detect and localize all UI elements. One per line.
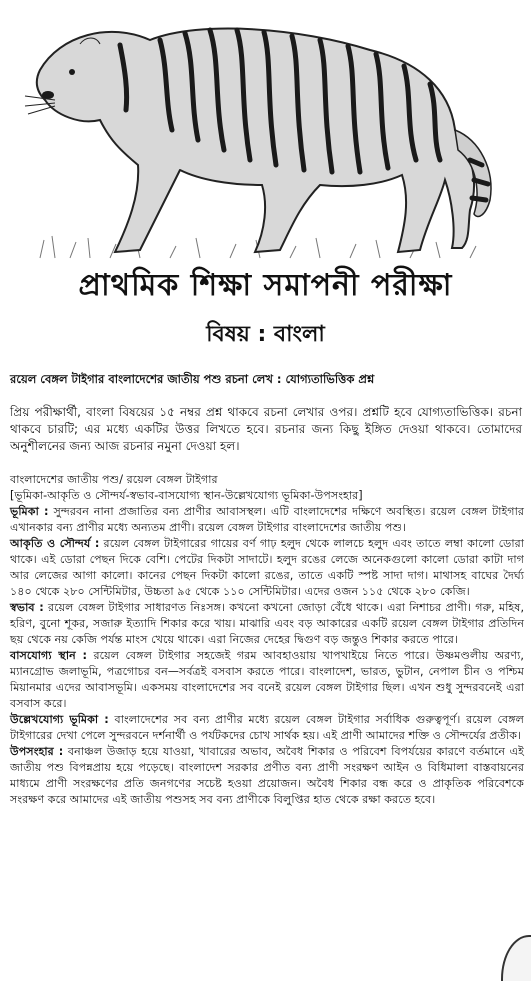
paragraph-label: আকৃতি ও সৌন্দর্য :	[10, 537, 100, 550]
paragraph-text: বাংলাদেশের সব বন্য প্রাণীর মধ্যে রয়েল বেঙ্গল টাইগার সর্বাধিক গুরুত্বপূর্ণ। রয়েল বেঙ্গল টাইগারের দেখা পেলে সুন্দরবনে দর্শনার্থী ও পর্যটকদের চোখ সার্থক হয়। এই প্রাণী আমাদের শক্তি ও সৌন্দর্যের প্রতীক।	[10, 713, 525, 742]
paragraph-nature	[10, 600, 524, 648]
paragraph-habitat	[10, 648, 524, 712]
corner-stamp-icon	[501, 935, 531, 981]
paragraph-text: রয়েল বেঙ্গল টাইগার সহজেই গরম আবহাওয়ায় খাপখাইয়ে নিতে পারে। উষ্ণমণ্ডলীয় অরণ্য, ম্যানগ্রোভ জলাভূমি, পত্রগোচর বন—সর্বত্রই বসবাস করতে পারে। বাংলাদেশ, ভারত, ভুটান, নেপাল চীন ও পশ্চিম মিয়ানমার এদের আবাসভূমি। একসময় বাংলাদেশের সব বনেই রয়েল বেঙ্গল টাইগার ছিল। এখন শুধু সুন্দরবনেই এরা বসবাস করে।	[10, 649, 524, 710]
essay-body	[10, 472, 524, 808]
paragraph-label: স্বভাব :	[10, 601, 44, 614]
intro-paragraph: প্রিয় পরীক্ষার্থী, বাংলা বিষয়ের ১৫ নম্বর প্রশ্ন থাকবে রচনা লেখার ওপর। প্রশ্নটি হবে যোগ্যতাভিত্তিক। রচনা থাকবে চারটি; এর মধ্যে একটির উত্তর লিখতে হবে। রচনার জন্য কিছু ইঙ্গিত দেওয়া থাকবে। তোমাদের অনুশীলনের জন্য আজ রচনার নমুনা দেওয়া হল।	[10, 405, 522, 453]
tiger-illustration	[0, 0, 531, 262]
paragraph-appearance	[10, 536, 524, 600]
paragraph-text: বনাঞ্চল উজাড় হয়ে যাওয়া, খাবারের অভাব, অবৈধ শিকার ও পরিবেশ বিপর্যয়ের কারণে বর্তমানে এই জাতীয় পশু বিপন্নপ্রায় হয়ে পড়েছে। বাংলাদেশ সরকার প্রণীত বন্য প্রাণী সংরক্ষণ আইন ও বিধিমালা বাস্তবায়নের মাধ্যমে প্রাণী সংরক্ষণের প্রতি জনগণের সচেষ্ট হওয়া প্রয়োজন। অবৈধ শিকার বন্ধ করে ও প্রাকৃতিক পরিবেশকে সংরক্ষণ করে আমাদের এই জাতীয় পশুসহ সব বন্য প্রাণীকে বিলুপ্তির হাত থেকে রক্ষা করতে হবে।	[10, 745, 524, 806]
subject-subtitle: বিষয় : বাংলা	[206, 322, 325, 347]
essay-outline: [ভূমিকা-আকৃতি ও সৌন্দর্য-স্বভাব-বাসযোগ্য স্থান-উল্লেখযোগ্য ভূমিকা-উপসংহার]	[10, 489, 363, 502]
paragraph-conclusion	[10, 744, 524, 808]
paragraph-label: উল্লেখযোগ্য ভূমিকা :	[10, 713, 109, 726]
paragraph-text: রয়েল বেঙ্গল টাইগার সাধারণত নিঃসঙ্গ। কখনো কখনো জোড়া বেঁধে থাকে। এরা নিশাচর প্রাণী। গরু, মহিষ, হরিণ, বুনো শূকর, সজারু ইত্যাদি শিকার করে খায়। মাঝারি এবং বড় আকারের একটি রয়েল বেঙ্গল টাইগার প্রতিদিন ছয় থেকে নয় কেজি পর্যন্ত মাংস খেয়ে থাকে। এরা নিজের দেহের দ্বিগুণ বড় জন্তুও শিকার করতে পারে।	[10, 601, 524, 646]
paragraph-label: ভূমিকা :	[10, 505, 49, 518]
paragraph-text: রয়েল বেঙ্গল টাইগারের গায়ের বর্ণ গাঢ় হলুদ থেকে লালচে হলুদ এবং তাতে লম্বা কালো ডোরা থাকে। এই ডোরা পেছন দিকে বেশি। পেটের দিকটা সাদাটে। হলুদ রঙের লেজে অনেকগুলো কালো ডোরা কাটা দাগ আর লেজের আগা কালো। কানের পেছন দিকটা কালো রঙের, তাতে একটি স্পষ্ট সাদা দাগ। মাথাসহ বাঘের দৈর্ঘ্য ১৪০ থেকে ২৮০ সেন্টিমিটার, উচ্চতা ৯৫ থেকে ১১০ সেন্টিমিটার। এদের ওজন ১১৫ থেকে ২৮০ কেজি।	[10, 537, 524, 598]
paragraph-label: উপসংহার :	[10, 745, 64, 758]
page-title: প্রাথমিক শিক্ষা সমাপনী পরীক্ষা	[78, 268, 453, 303]
paragraph-role	[10, 712, 524, 744]
paragraph-intro	[10, 504, 524, 536]
essay-heading: বাংলাদেশের জাতীয় পশু/ রয়েল বেঙ্গল টাইগার	[10, 473, 218, 486]
topic-line: রয়েল বেঙ্গল টাইগার বাংলাদেশের জাতীয় পশু রচনা লেখ : যোগ্যতাভিত্তিক প্রশ্ন	[10, 372, 375, 386]
paragraph-text: সুন্দরবন নানা প্রজাতির বন্য প্রাণীর আবাসস্থল। এটি বাংলাদেশের দক্ষিণে অবস্থিত। রয়েল বেঙ্গল টাইগার এখানকার বন্য প্রাণীর মধ্যে অন্যতম প্রাণী। রয়েল বেঙ্গল টাইগার বাংলাদেশের জাতীয় পশু।	[10, 505, 524, 534]
paragraph-label: বাসযোগ্য স্থান :	[10, 649, 88, 662]
